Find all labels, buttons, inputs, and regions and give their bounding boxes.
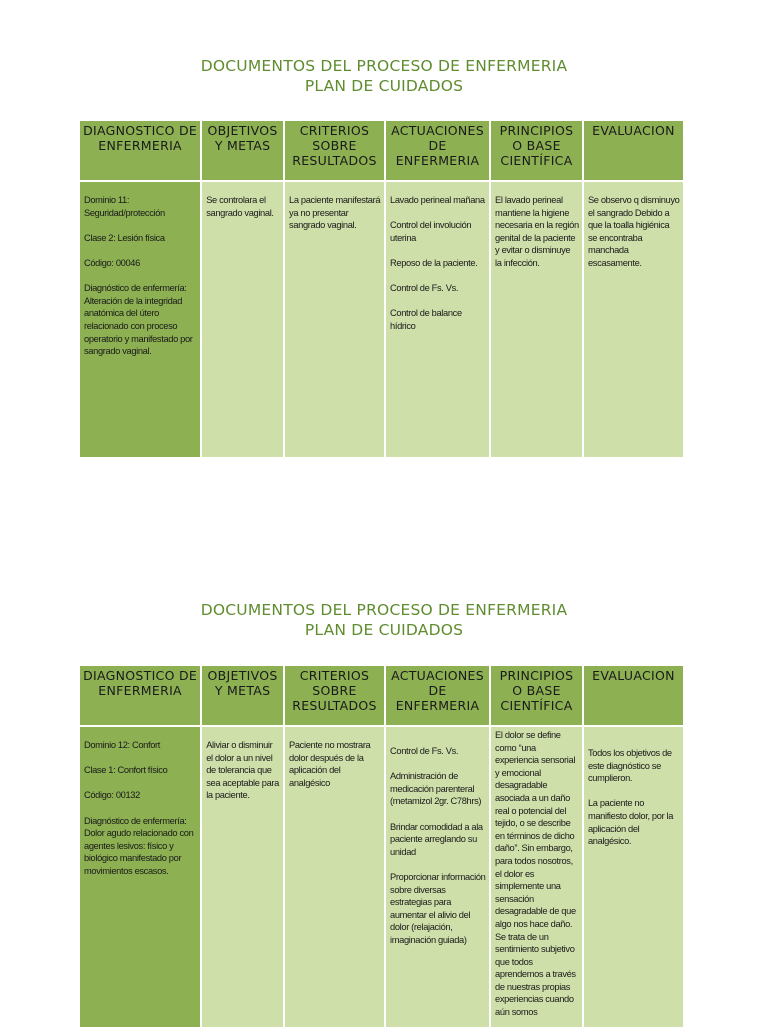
header-objetivos: OBJETIVOS Y METAS: [202, 666, 283, 725]
header-principios: PRINCIPIOS O BASE CIENTÍFICA: [491, 666, 582, 725]
actuacion-item: Proporcionar información sobre diversas estrategias para aumentar el alivio del dolor (relajación, imaginación guiada): [390, 871, 486, 945]
diagnostico-clase: Clase 1: Confort físico: [84, 765, 168, 776]
objetivo-text: Aliviar o disminuir el dolor a un nivel de tolerancia que sea aceptable para la paciente.: [206, 740, 279, 801]
cell-criterios: [285, 182, 384, 457]
cell-principios: [491, 727, 582, 1027]
actuacion-item: Administración de medicación parenteral (metamizol 2gr. C78hrs): [390, 771, 482, 807]
header-objetivos: OBJETIVOS Y METAS: [202, 121, 283, 180]
header-row: [80, 121, 683, 180]
evaluacion-text: La paciente no manifiesto dolor, por la aplicación del analgésico.: [587, 798, 674, 847]
diagnostico-clase: Clase 2: Lesión física: [84, 232, 165, 243]
criterio-text: Paciente no mostrara dolor después de la aplicación del analgésico: [289, 740, 371, 788]
title-line-2: PLAN DE CUIDADOS: [304, 621, 464, 639]
document-title-2: [0, 600, 768, 640]
header-actuaciones: ACTUACIONES DE ENFERMERIA: [386, 666, 489, 725]
diagnostico-codigo: Código: 00132: [84, 790, 140, 801]
cell-evaluacion: [584, 727, 683, 1027]
evaluacion-text: Se observo q disminuyo el sangrado Debido a que la toalla higiénica se encontraba manchada escasamente.: [587, 195, 680, 268]
principio-text: El lavado perineal mantiene la higiene necesaria en la región genital de la paciente y evitar o disminuye la infección.: [495, 195, 579, 268]
diagnostico-texto: Diagnóstico de enfermería: Dolor agudo relacionado con agentes lesivos: físico y biológico manifestado por movimientos escasos.: [84, 815, 194, 876]
diagnostico-codigo: Código: 00046: [84, 257, 140, 268]
cell-actuaciones: [386, 727, 489, 1027]
cell-criterios: [285, 727, 384, 1027]
table-row: [80, 727, 683, 1027]
cell-diagnostico: [80, 182, 200, 457]
header-evaluacion: EVALUACION: [584, 121, 683, 180]
header-diagnostico: DIAGNOSTICO DE ENFERMERIA: [80, 666, 200, 725]
principio-text: El dolor se define como “una experiencia sensorial y emocional desagradable asociada a un daño real o potencial del tejido, o se describe en términos de dicho daño”. Sin embargo, para todos nosotros, el dolor es simplemente una sensación desagradable de que algo nos hace daño. Se trata de un sentimiento subjetivo que todos aprendemos a través de nuestras propias experiencias cuando aún somos: [495, 730, 576, 1018]
diagnostico-texto: Diagnóstico de enfermería: Alteración de la integridad anatómica del útero relacionado con proceso operatorio y manifestado por sangrado vaginal.: [84, 283, 193, 357]
header-row: [80, 666, 683, 725]
document-title-1: [0, 56, 768, 96]
actuacion-item: Control de Fs. Vs.: [390, 283, 459, 294]
cell-actuaciones: [386, 182, 489, 457]
header-criterios: CRITERIOS SOBRE RESULTADOS: [285, 121, 384, 180]
cell-diagnostico: [80, 727, 200, 1027]
diagnostico-dominio: Dominio 12: Confort: [84, 740, 161, 750]
cell-principios: [491, 182, 582, 457]
actuacion-item: Lavado perineal mañana: [390, 195, 485, 205]
actuacion-item: Control de Fs. Vs.: [390, 746, 459, 756]
actuacion-item: Control del involución uterina: [390, 220, 472, 243]
objetivo-text: Se controlara el sangrado vaginal.: [206, 195, 274, 218]
evaluacion-text: Todos los objetivos de este diagnóstico se cumplieron.: [587, 748, 672, 784]
cell-objetivos: [202, 727, 283, 1027]
care-plan-table-1: [78, 119, 685, 459]
care-plan-table-2: [78, 664, 685, 1029]
actuacion-item: Reposo de la paciente.: [390, 257, 478, 268]
header-criterios: CRITERIOS SOBRE RESULTADOS: [285, 666, 384, 725]
actuacion-item: Control de balance hídrico: [390, 308, 462, 331]
actuacion-item: Brindar comodidad a ala paciente arreglando su unidad: [390, 821, 483, 857]
title-line-1: DOCUMENTOS DEL PROCESO DE ENFERMERIA: [200, 601, 568, 619]
title-line-1: DOCUMENTOS DEL PROCESO DE ENFERMERIA: [200, 57, 568, 75]
table-row: [80, 182, 683, 457]
header-actuaciones: ACTUACIONES DE ENFERMERIA: [386, 121, 489, 180]
criterio-text: La paciente manifestará ya no presentar sangrado vaginal.: [289, 195, 381, 231]
cell-evaluacion: [584, 182, 683, 457]
cell-objetivos: [202, 182, 283, 457]
header-evaluacion: EVALUACION: [584, 666, 683, 725]
title-line-2: PLAN DE CUIDADOS: [304, 77, 464, 95]
header-diagnostico: DIAGNOSTICO DE ENFERMERIA: [80, 121, 200, 180]
header-principios: PRINCIPIOS O BASE CIENTÍFICA: [491, 121, 582, 180]
diagnostico-dominio: Dominio 11: Seguridad/protección: [84, 195, 165, 218]
